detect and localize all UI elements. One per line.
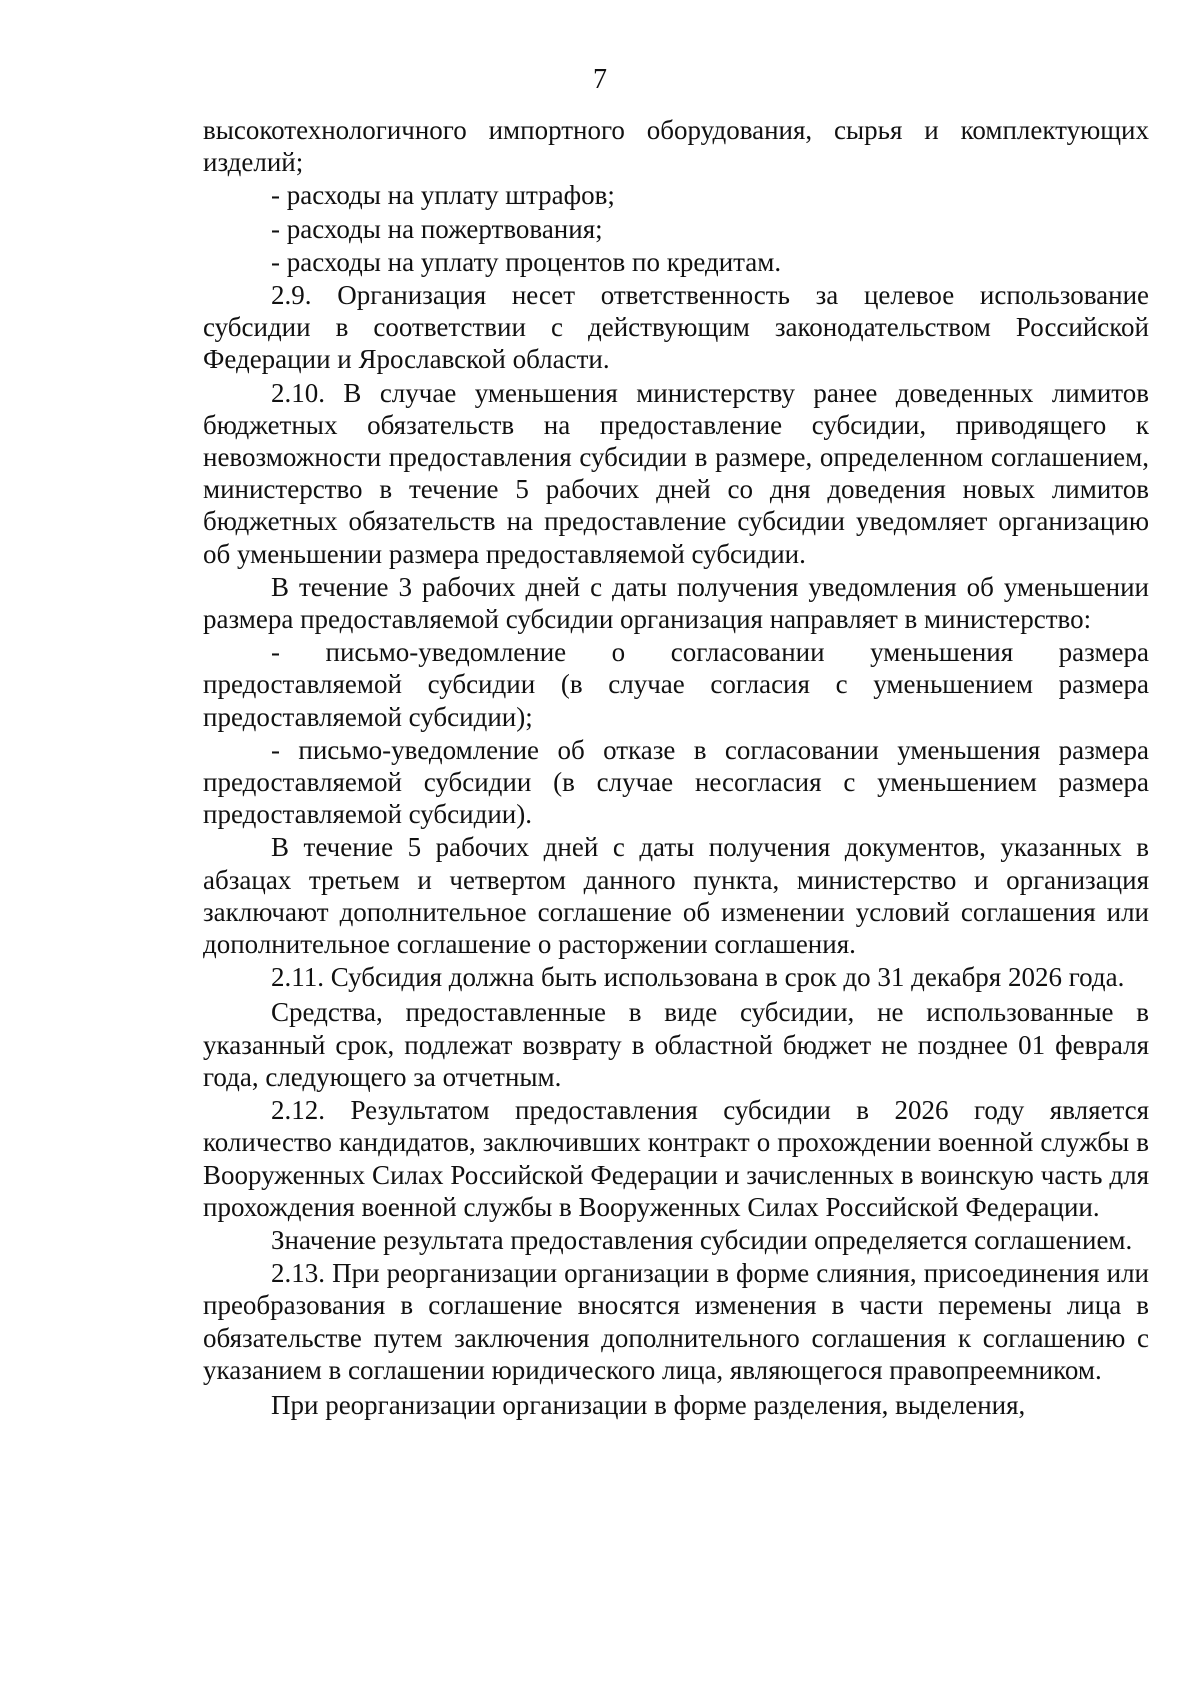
clause-2-11: 2.11. Субсидия должна быть использована в срок до 31 декабря 2026 года.: [271, 962, 1125, 993]
paragraph-within-3-days: В течение 3 рабочих дней с даты получения уведомления об уменьшении размера предоставляемой субсидии организация направляет в министерство:: [203, 571, 1149, 635]
list-item-fines: - расходы на уплату штрафов;: [271, 180, 615, 211]
paragraph-continuation: высокотехнологичного импортного оборудования, сырья и комплектующих изделий;: [203, 115, 1149, 178]
document-body: [203, 114, 1149, 1422]
paragraph-within-5-days: В течение 5 рабочих дней с даты получения документов, указанных в абзацах третьем и четвертом данного пункта, министерство и организация заключают дополнительное соглашение об изменении условий соглашения или дополнительное соглашение о расторжении соглашения.: [203, 832, 1149, 960]
list-item-refusal-letter: - письмо-уведомление об отказе в согласовании уменьшения размера предоставляемой субсидии (в случае несогласия с уменьшением размера предоставляемой субсидии).: [203, 734, 1149, 830]
clause-2-12: 2.12. Результатом предоставления субсидии в 2026 году является количество кандидатов, заключивших контракт о прохождении военной службы в Вооруженных Силах Российской Федерации и зачисленных в воинскую часть для прохождения военной службы в Вооруженных Силах Российской Федерации.: [203, 1095, 1149, 1222]
clause-2-9: 2.9. Организация несет ответственность за целевое использование субсидии в соответствии с действующим законодательством Российской Федерации и Ярославской области.: [203, 280, 1149, 375]
list-item-consent-letter: - письмо-уведомление о согласовании уменьшения размера предоставляемой субсидии (в случае согласия с уменьшением размера предоставляемой субсидии);: [203, 637, 1149, 732]
paragraph-funds-return: Средства, предоставленные в виде субсидии, не использованные в указанный срок, подлежат возврату в областной бюджет не позднее 01 февраля года, следующего за отчетным.: [203, 997, 1149, 1092]
paragraph-reorganization-division: При реорганизации организации в форме разделения, выделения,: [271, 1389, 1026, 1420]
clause-2-13: 2.13. При реорганизации организации в форме слияния, присоединения или преобразования в соглашение вносятся изменения в части перемены лица в обязательстве путем заключения дополнительного соглашения к соглашению с указанием в соглашении юридического лица, являющегося правопреемником.: [203, 1258, 1149, 1385]
list-item-interest: - расходы на уплату процентов по кредитам.: [271, 246, 782, 277]
paragraph-result-value: Значение результата предоставления субсидии определяется соглашением.: [271, 1224, 1133, 1255]
list-item-donations: - расходы на пожертвования;: [271, 213, 603, 244]
page-number: 7: [593, 64, 607, 95]
clause-2-10: 2.10. В случае уменьшения министерству ранее доведенных лимитов бюджетных обязательств на предоставление субсидии, приводящего к невозможности предоставления субсидии в размере, определенном соглашением, министерство в течение 5 рабочих дней со дня доведения новых лимитов бюджетных обязательств на предоставление субсидии уведомляет организацию об уменьшении размера предоставляемой субсидии.: [203, 377, 1149, 569]
